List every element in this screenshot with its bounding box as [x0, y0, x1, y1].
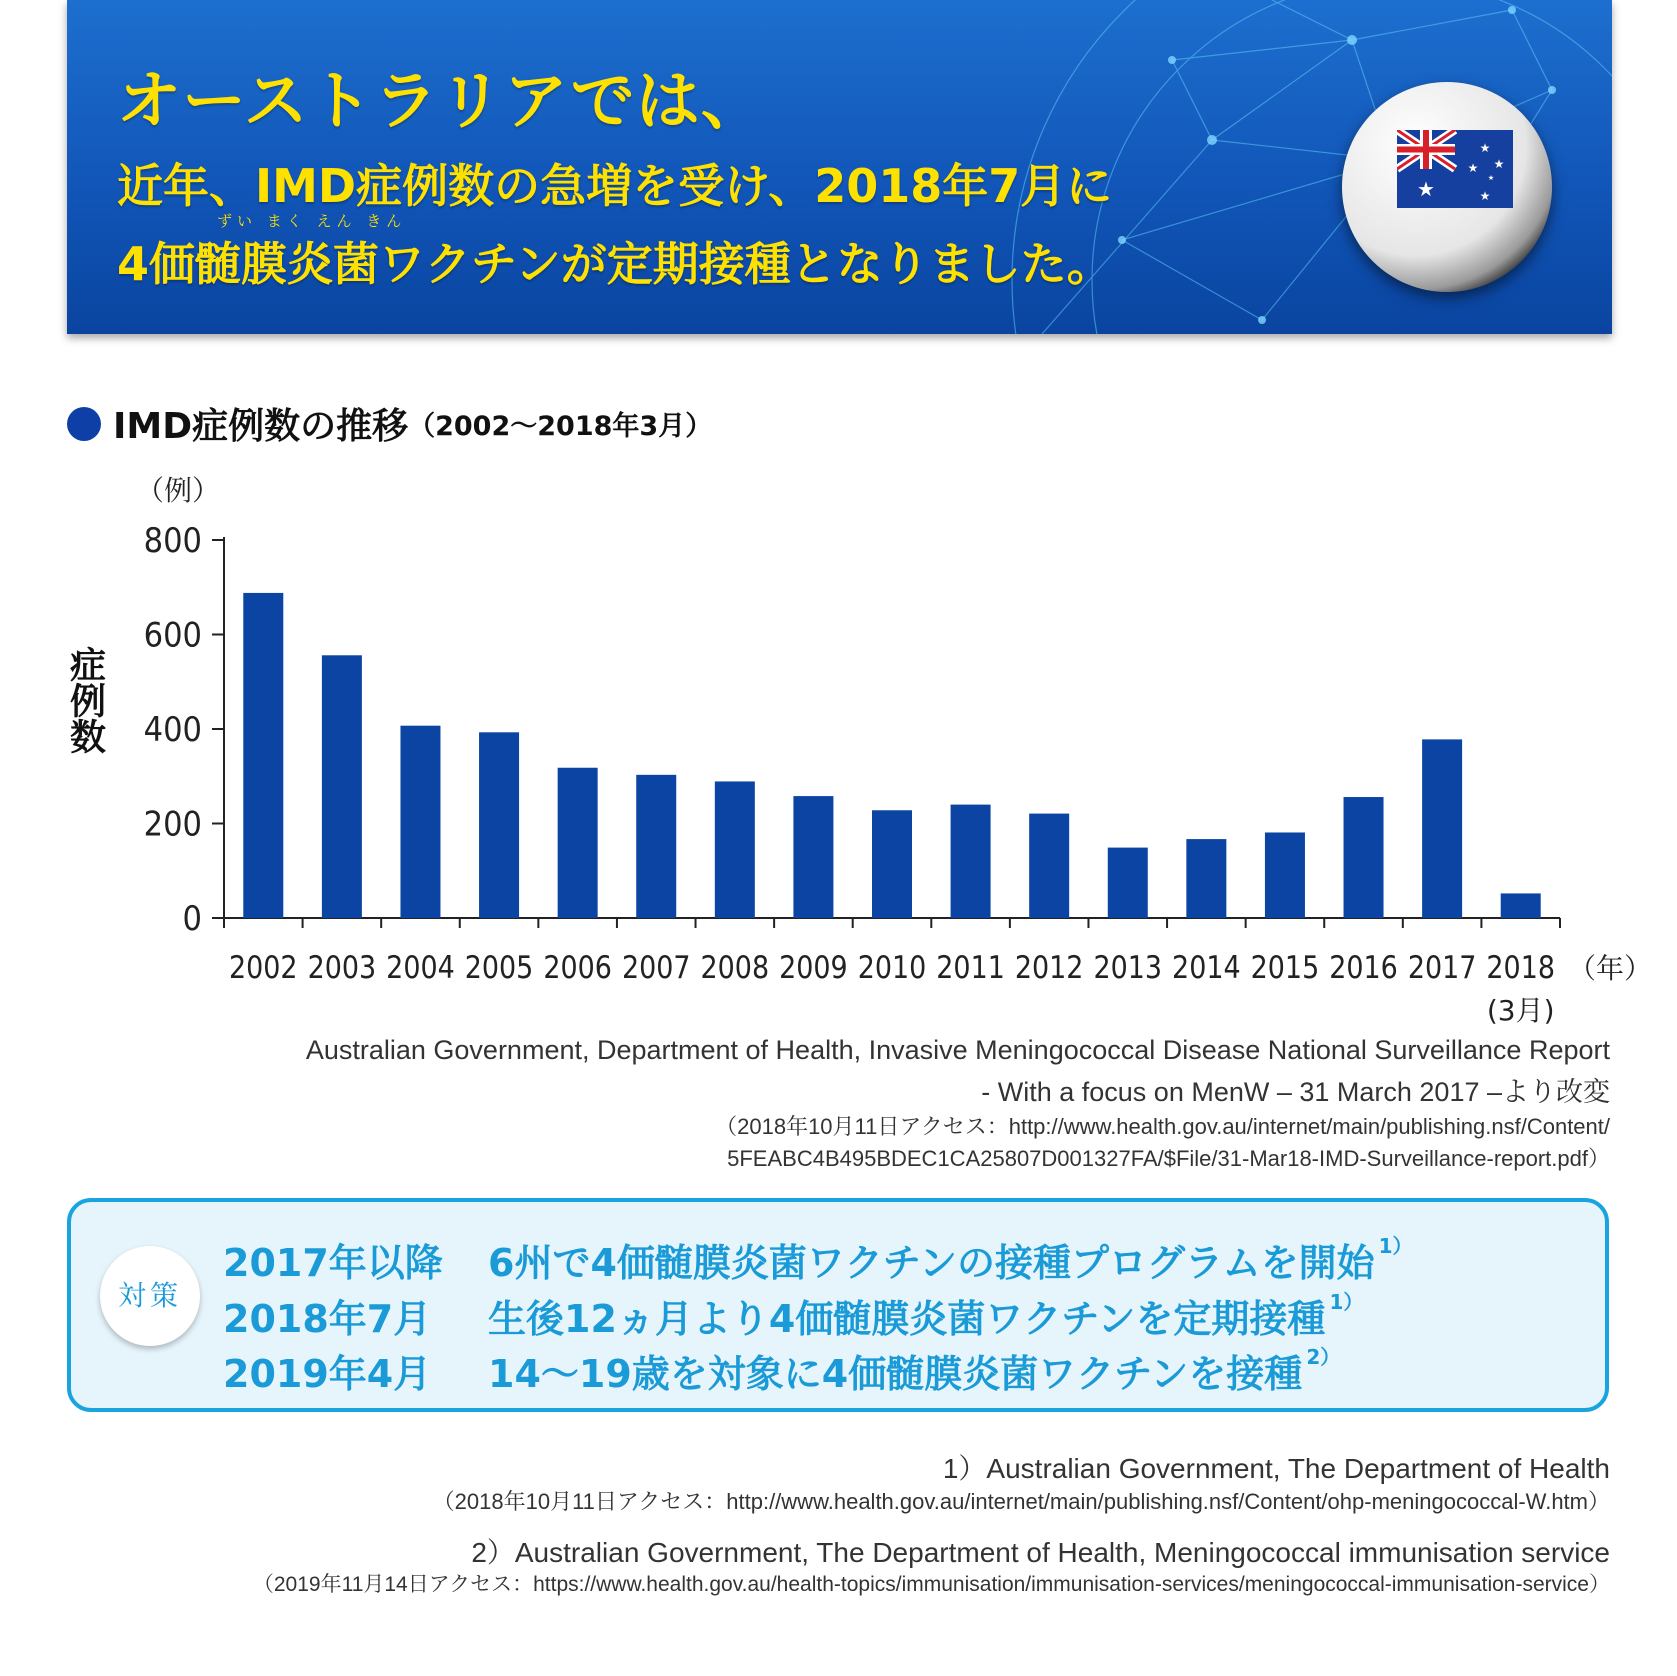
furigana: ずい まく えん きん	[217, 212, 407, 230]
bullet-icon	[67, 407, 101, 441]
bar	[1422, 739, 1462, 918]
bar	[793, 796, 833, 918]
svg-text:★: ★	[1417, 177, 1435, 201]
x-tick-label: 2007	[621, 950, 691, 986]
y-tick-label: 600	[143, 615, 202, 656]
x-tick-label: 2015	[1250, 950, 1320, 986]
bar	[1029, 814, 1069, 918]
measures-badge: 対策	[100, 1246, 200, 1346]
measure-row	[223, 1288, 1363, 1343]
x-tick-label: 2010	[857, 950, 927, 986]
measure-date: 2017年以降	[223, 1241, 443, 1285]
bar	[715, 781, 755, 918]
x-unit-label: （年）	[1568, 952, 1653, 985]
x-tick-label: 2002	[229, 950, 298, 986]
australia-flag-icon	[1397, 130, 1513, 208]
headline-line-1: オーストラリアでは、	[117, 65, 766, 139]
x-tick-label: 2004	[386, 950, 455, 986]
source-line-4: 5FEABC4B495BDEC1CA25807D001327FA/$File/31-Mar18-IMD-Surveillance-report.pdf）	[727, 1146, 1610, 1171]
measure-ref: 1）	[1378, 1234, 1413, 1258]
bar-chart	[0, 470, 1677, 1030]
x-tick-label: 2008	[700, 950, 770, 986]
bar	[479, 732, 519, 918]
bar	[636, 775, 676, 918]
x-tick-label: 2003	[307, 950, 377, 986]
flag-badge	[1342, 82, 1552, 292]
measure-ref: 2）	[1306, 1345, 1341, 1369]
y-unit-label: （例）	[135, 474, 221, 507]
x-tick-sublabel: (3月)	[1486, 994, 1555, 1027]
x-tick-label: 2012	[1014, 950, 1084, 986]
svg-text:★: ★	[1479, 141, 1491, 155]
source-line-2: - With a focus on MenW – 31 March 2017 –より改変	[981, 1077, 1610, 1107]
reference-1-url: （2018年10月11日アクセス：http://www.health.gov.au/internet/main/publishing.nsf/Content/ohp-meningococcal-W.htm）	[432, 1489, 1610, 1514]
bar	[1501, 893, 1541, 918]
x-tick-label: 2013	[1093, 950, 1163, 986]
header-banner	[67, 0, 1612, 334]
measure-text: 生後12ヵ月より4価髄膜炎菌ワクチンを定期接種	[488, 1297, 1326, 1341]
x-tick-label: 2016	[1329, 950, 1398, 986]
chart-title-sub: （2002～2018年3月）	[408, 411, 713, 442]
measure-text: 6州で4価髄膜炎菌ワクチンの接種プログラムを開始	[488, 1241, 1375, 1285]
x-tick-label: 2009	[779, 950, 848, 986]
svg-text:★: ★	[1487, 174, 1495, 182]
x-tick-label: 2014	[1172, 950, 1241, 986]
measure-row	[223, 1232, 1413, 1287]
bar	[1265, 832, 1305, 918]
measure-ref: 1）	[1329, 1290, 1364, 1314]
reference-2-url: （2019年11月14日アクセス：https://www.health.gov.au/health-topics/immunisation/immunisation-services/meningococcal-immunisation-service）	[252, 1573, 1610, 1596]
headline-line-2: 近年、IMD症例数の急増を受け、2018年7月に	[117, 159, 1113, 213]
svg-text:★: ★	[1467, 161, 1479, 175]
bar	[1186, 839, 1226, 918]
bar	[1108, 848, 1148, 918]
x-tick-label: 2018	[1486, 950, 1556, 986]
bar	[1344, 797, 1384, 918]
source-line-3: （2018年10月11日アクセス：http://www.health.gov.au/internet/main/publishing.nsf/Content/	[715, 1114, 1610, 1139]
y-tick-label: 800	[143, 521, 202, 561]
x-tick-label: 2011	[936, 950, 1005, 986]
bar	[872, 810, 912, 918]
x-tick-label: 2006	[543, 950, 612, 986]
chart-title-main: IMD症例数の推移	[113, 406, 409, 447]
svg-text:★: ★	[1493, 157, 1505, 171]
bar	[558, 768, 598, 918]
chart-title	[67, 398, 712, 449]
y-axis-label: 症例数	[64, 646, 106, 754]
measure-text: 14～19歳を対象に4価髄膜炎菌ワクチンを接種	[488, 1352, 1303, 1396]
source-line-1: Australian Government, Department of Health, Invasive Meningococcal Disease National Surveillance Report	[305, 1035, 1610, 1065]
bar	[322, 655, 362, 918]
svg-text:★: ★	[1479, 189, 1491, 203]
reference-2: 2）Australian Government, The Department of Health, Meningococcal immunisation service	[471, 1537, 1610, 1568]
measure-row	[223, 1343, 1340, 1398]
bar	[243, 593, 283, 918]
x-tick-label: 2017	[1407, 950, 1477, 986]
headline-line-3: 4価髄膜炎菌ワクチンが定期接種となりました。	[117, 237, 1113, 291]
y-tick-label: 400	[143, 710, 202, 750]
reference-1: 1）Australian Government, The Department of Health	[942, 1453, 1610, 1484]
bar	[951, 805, 991, 918]
bar	[400, 726, 440, 918]
measure-date: 2018年7月	[223, 1297, 432, 1341]
measures-box	[67, 1198, 1609, 1412]
measure-date: 2019年4月	[223, 1352, 432, 1396]
x-tick-label: 2005	[464, 950, 534, 986]
y-tick-label: 200	[143, 804, 202, 845]
y-tick-label: 0	[182, 899, 202, 939]
